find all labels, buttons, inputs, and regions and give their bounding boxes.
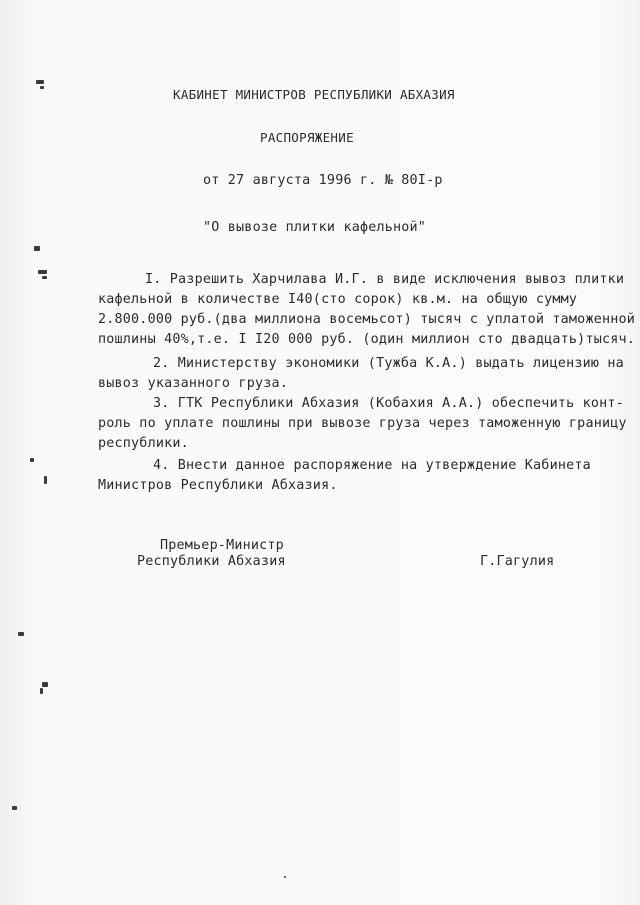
scan-mark — [284, 876, 286, 878]
document-subject: "О вывозе плитки кафельной" — [203, 220, 427, 235]
body-line: пошлины 40%,т.е. I I20 000 руб. (один миллион сто двадцать)тысяч. — [98, 332, 636, 347]
scan-mark — [40, 688, 43, 694]
body-line: республики. — [98, 436, 189, 451]
org-header: КАБИНЕТ МИНИСТРОВ РЕСПУБЛИКИ АБХАЗИЯ — [173, 87, 455, 102]
scan-mark — [30, 458, 34, 462]
body-line: 2. Министерству экономики (Тужба К.А.) выдать лицензию на — [153, 356, 624, 371]
document-date-number: от 27 августа 1996 г. № 80I-р — [203, 173, 443, 188]
body-line: Министров Республики Абхазия. — [98, 478, 338, 493]
body-line: 4. Внести данное распоряжение на утверждение Кабинета — [153, 458, 591, 473]
body-line: роль по уплате пошлины при вывозе груза через таможенную границу — [98, 416, 627, 431]
scan-mark — [42, 682, 48, 687]
body-line: 2.800.000 руб.(два миллиона восемьсот) тысяч с уплатой таможенной — [98, 312, 636, 327]
scan-mark — [40, 86, 44, 89]
scan-mark — [38, 270, 47, 274]
scan-mark — [36, 80, 44, 84]
signer-organization: Республики Абхазия — [137, 554, 286, 569]
document-type: РАСПОРЯЖЕНИЕ — [260, 130, 354, 145]
body-line: I. Разрешить Харчилава И.Г. в виде исключения вывоз плитки — [145, 272, 625, 287]
scan-mark — [42, 276, 47, 279]
scan-mark — [12, 806, 17, 810]
body-line: вывоз указанного груза. — [98, 376, 289, 391]
signer-title: Премьер-Министр — [160, 538, 284, 553]
body-line: 3. ГТК Республики Абхазия (Кобахия А.А.) обеспечить конт- — [153, 396, 624, 411]
body-line: кафельной в количестве I40(сто сорок) кв.м. на общую сумму — [98, 292, 578, 307]
scan-mark — [34, 246, 40, 251]
scan-mark — [18, 632, 24, 636]
signer-name: Г.Гагулия — [480, 554, 555, 569]
scan-mark — [44, 476, 47, 484]
